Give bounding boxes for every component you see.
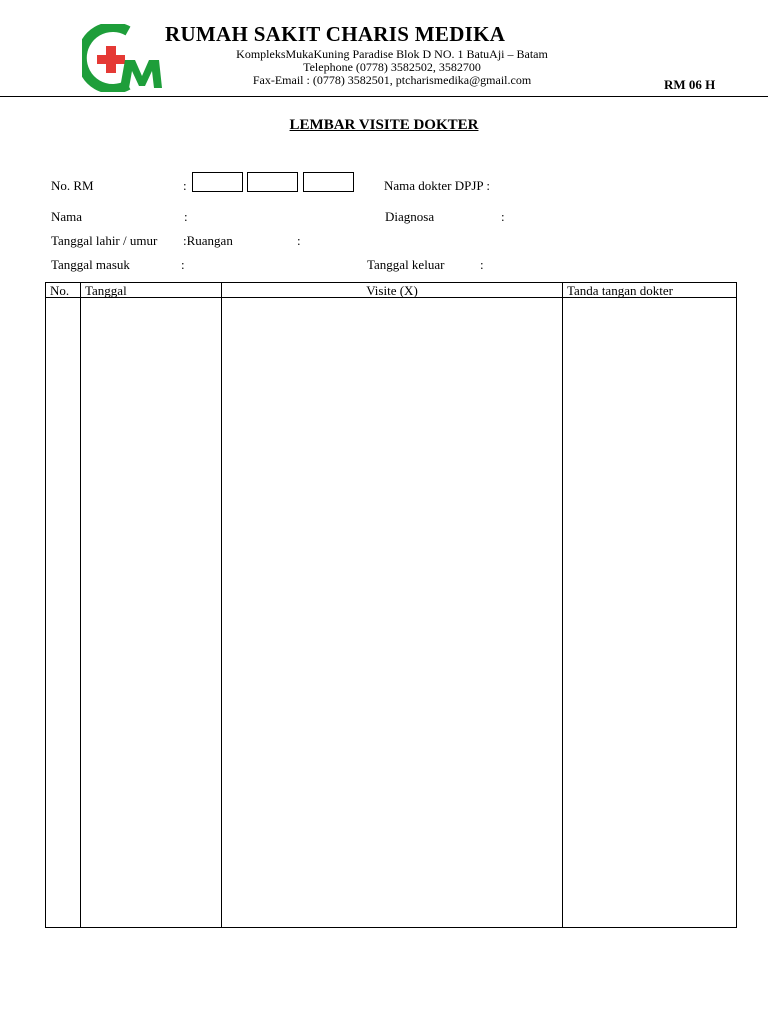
tanggal-masuk-label: Tanggal masuk xyxy=(51,257,130,272)
visit-table xyxy=(45,282,737,928)
document-title: LEMBAR VISITE DOKTER xyxy=(289,117,479,133)
hospital-name: RUMAH SAKIT CHARIS MEDIKA xyxy=(165,22,506,46)
hospital-address: KompleksMukaKuning Paradise Blok D NO. 1 BatuAji – Batam xyxy=(236,47,548,61)
hospital-telephone: Telephone (0778) 3582502, 3582700 xyxy=(303,60,481,74)
no-rm-box-2[interactable] xyxy=(247,172,298,192)
hospital-fax-email: Fax-Email : (0778) 3582501, ptcharismedika@gmail.com xyxy=(252,73,532,87)
cell-no[interactable] xyxy=(46,298,81,928)
nama-label: Nama xyxy=(51,209,83,224)
ruangan-colon: : xyxy=(297,233,301,248)
nama-colon: : xyxy=(184,209,188,224)
tanggal-lahir-label: Tanggal lahir / umur xyxy=(51,233,158,248)
no-rm-box-3[interactable] xyxy=(303,172,354,192)
table-header-row xyxy=(46,283,737,298)
no-rm-box-1[interactable] xyxy=(192,172,243,192)
col-header-visite: Visite (X) xyxy=(222,283,563,298)
col-header-no: No. xyxy=(46,283,81,298)
table-row xyxy=(46,298,737,928)
cell-tanggal[interactable] xyxy=(81,298,222,928)
col-header-tanda-tangan: Tanda tangan dokter xyxy=(563,283,737,298)
col-header-tanggal: Tanggal xyxy=(81,283,222,298)
no-rm-colon: : xyxy=(183,178,187,193)
tanggal-masuk-colon: : xyxy=(181,257,185,272)
cell-tanda-tangan[interactable] xyxy=(563,298,737,928)
diagnosa-colon: : xyxy=(501,209,505,224)
tanggal-keluar-label: Tanggal keluar xyxy=(367,257,445,272)
ruangan-label: :Ruangan xyxy=(183,233,233,248)
nama-dokter-label: Nama dokter DPJP : xyxy=(384,178,491,193)
diagnosa-label: Diagnosa xyxy=(385,209,435,224)
tanggal-keluar-colon: : xyxy=(480,257,484,272)
form-code: RM 06 H xyxy=(664,77,716,92)
cell-visite[interactable] xyxy=(222,298,563,928)
no-rm-label: No. RM xyxy=(51,178,94,193)
header-divider xyxy=(0,96,768,97)
